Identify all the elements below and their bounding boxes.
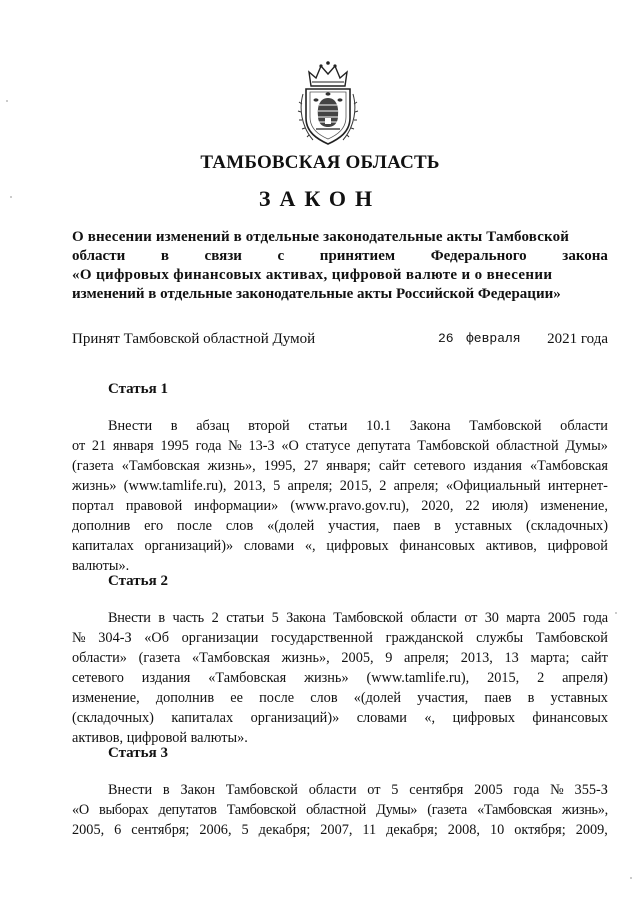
text-line: «О выборах депутатов Тамбовской областной Думы» (газета «Тамбовская жизнь», <box>72 802 608 818</box>
subject-word: Федерального <box>430 248 527 264</box>
subject-word: связи <box>204 248 242 264</box>
subject-line-4: изменений в отдельные законодательные акты Российской Федерации» <box>72 286 561 302</box>
article-1-heading: Статья 1 <box>108 381 168 397</box>
subject-word: принятием <box>319 248 396 264</box>
subject-word: области <box>72 248 126 264</box>
scan-speck <box>615 612 617 614</box>
article-1-text <box>72 416 608 576</box>
scan-speck <box>6 100 8 102</box>
text-line: (газета «Тамбовская жизнь», 1995, 27 января; сайт сетевого издания «Тамбовская <box>72 458 608 474</box>
subject-line-2 <box>72 247 608 266</box>
text-line: Внести в часть 2 статьи 5 Закона Тамбовской области от 30 марта 2005 года <box>108 610 608 626</box>
coat-of-arms-emblem <box>297 60 359 146</box>
subject-word: закона <box>562 248 608 264</box>
text-line: капиталах организаций)» словами «, цифровых финансовых активов, цифровой <box>72 538 608 554</box>
adoption-day: 26 <box>438 331 454 346</box>
article-3-heading: Статья 3 <box>108 745 168 761</box>
text-line: 2005, 6 сентября; 2006, 5 декабря; 2007, 11 декабря; 2008, 10 октября; 2009, <box>72 822 608 838</box>
scan-speck <box>630 877 632 879</box>
text-line: изменение, дополнив ее после слов «(долей участия, паев в уставных <box>72 690 608 706</box>
text-line: сетевого издания «Тамбовская жизнь» (www.tamlife.ru), 2015, 2 апреля) <box>72 670 608 686</box>
subject-line-3: «О цифровых финансовых активах, цифровой валюте и о внесении <box>72 267 553 283</box>
law-subject-title <box>72 228 608 304</box>
text-line: активов, цифровой валюты». <box>72 730 248 746</box>
subject-word: в <box>160 248 169 264</box>
text-line: портал правовой информации» (www.pravo.gov.ru), 2020, 22 июля) изменение, <box>72 498 608 514</box>
article-3-text <box>72 780 608 840</box>
adoption-year: 2021 года <box>547 331 608 347</box>
text-line: дополнив его после слов «(долей участия, паев в уставных (складочных) <box>72 518 608 534</box>
adopted-by-text: Принят Тамбовской областной Думой <box>72 331 316 347</box>
scan-speck <box>10 196 12 198</box>
article-2-text <box>72 608 608 748</box>
subject-line-1-text: О внесении изменений в отдельные законодательные акты Тамбовской <box>72 229 570 245</box>
document-type-title: ЗАКОН <box>258 186 382 211</box>
adoption-month: февраля <box>466 331 521 346</box>
text-line: от 21 января 1995 года № 13-З «О статусе депутата Тамбовской областной Думы» <box>72 438 608 454</box>
text-line: (складочных) капиталах организаций)» словами «, цифровых финансовых <box>72 710 608 726</box>
text-line: валюты». <box>72 558 130 574</box>
subject-line-1 <box>72 228 608 247</box>
article-2-heading: Статья 2 <box>108 573 168 589</box>
region-title: ТАМБОВСКАЯ ОБЛАСТЬ <box>200 152 440 173</box>
text-line: Внести в абзац второй статьи 10.1 Закона Тамбовской области <box>108 418 608 434</box>
text-line: № 304-З «Об организации государственной гражданской службы Тамбовской <box>72 630 608 646</box>
text-line: Внести в Закон Тамбовской области от 5 сентября 2005 года № 355-З <box>108 782 608 798</box>
adoption-line <box>72 331 608 351</box>
text-line: области» (газета «Тамбовская жизнь», 2005, 9 апреля; 2013, 13 марта; сайт <box>72 650 608 666</box>
text-line: жизнь» (www.tamlife.ru), 2013, 5 апреля; 2015, 2 апреля; «Официальный интернет- <box>72 478 608 494</box>
subject-word: с <box>277 248 285 264</box>
